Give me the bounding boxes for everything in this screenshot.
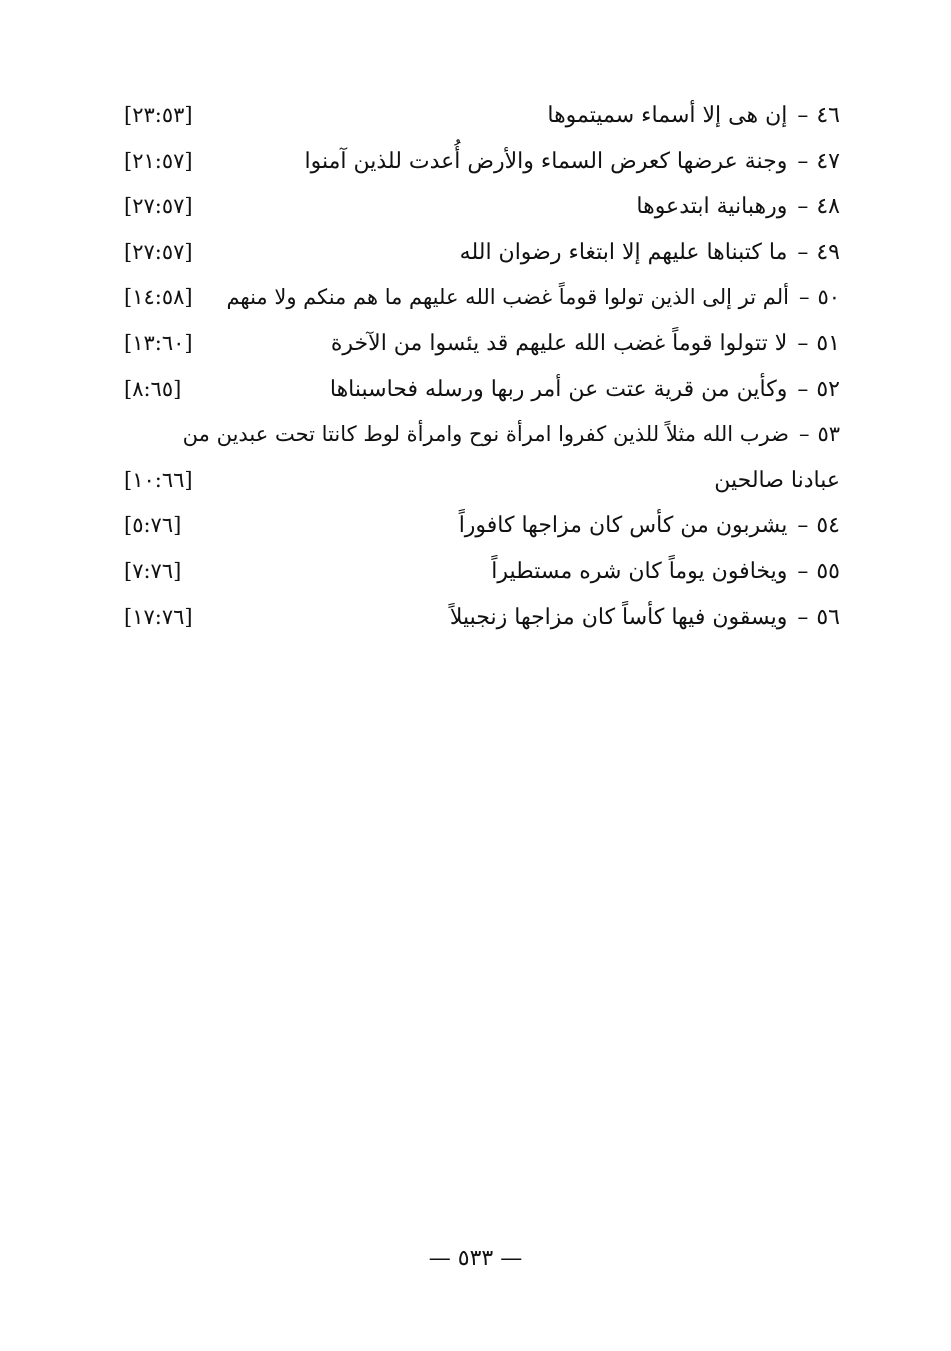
page-number: — ٥٣٣ — <box>428 1246 523 1271</box>
verse-entry <box>122 367 840 413</box>
verse-text: إن هى إلا أسماء سميتموها <box>547 103 788 128</box>
entry-number: ٥٥ <box>816 558 840 584</box>
verse-text: يشربون من كأس كان مزاجها كافوراً <box>458 513 788 539</box>
entry-dash: – <box>797 148 809 174</box>
verse-entry <box>122 184 840 230</box>
entry-dash: – <box>797 604 809 630</box>
entry-dash: – <box>797 194 809 220</box>
entry-dash: – <box>798 285 810 310</box>
verse-entry <box>122 503 840 549</box>
verse-reference: [٢٧:٥٧] <box>124 194 193 219</box>
verse-reference: [٨:٦٥] <box>124 376 182 401</box>
verse-reference: [١٣:٦٠] <box>124 330 193 355</box>
verse-entry <box>122 412 840 458</box>
verse-entry <box>122 321 840 367</box>
verse-text: ويسقون فيها كأساً كان مزاجها زنجبيلاً <box>449 604 788 630</box>
verse-text: وكأين من قرية عتت عن أمر ربها ورسله فحاسبناها <box>329 376 788 402</box>
verse-entry <box>122 275 840 321</box>
verse-entry <box>122 139 840 185</box>
entry-dash: – <box>797 376 809 402</box>
verse-text: ويخافون يوماً كان شره مستطيراً <box>491 558 788 584</box>
verse-entry <box>122 549 840 595</box>
verse-entry <box>122 595 840 641</box>
verse-text: وجنة عرضها كعرض السماء والأرض أُعدت للذين آمنوا <box>304 148 788 174</box>
verse-entry <box>122 93 840 139</box>
entry-number: ٥٤ <box>816 513 840 539</box>
verse-reference: [٧:٧٦] <box>124 558 182 583</box>
entry-number: ٥٦ <box>816 604 840 630</box>
entry-dash: – <box>797 558 809 584</box>
verse-list <box>122 93 840 640</box>
verse-text: ورهبانية ابتدعوها <box>636 194 788 220</box>
entry-number: ٤٨ <box>816 194 840 220</box>
entry-dash: – <box>797 239 809 265</box>
verse-reference: [٢٣:٥٣] <box>124 103 193 127</box>
entry-number: ٥١ <box>816 330 840 356</box>
verse-reference: [١٧:٧٦] <box>124 604 193 629</box>
verse-reference: [١٤:٥٨] <box>124 285 193 310</box>
verse-reference: [٢٧:٥٧] <box>124 239 193 264</box>
entry-dash: – <box>797 330 809 356</box>
verse-text: لا تتولوا قوماً غضب الله عليهم قد يئسوا من الآخرة <box>330 330 788 356</box>
entry-number: ٥٠ <box>817 285 840 310</box>
verse-text: ضرب الله مثلاً للذين كفروا امرأة نوح وامرأة لوط كانتا تحت عبدين من <box>182 422 789 447</box>
entry-dash: – <box>798 422 810 447</box>
verse-entry-continuation <box>122 458 840 504</box>
entry-number: ٤٧ <box>816 148 840 174</box>
entry-number: ٥٢ <box>816 376 840 402</box>
verse-reference: [٥:٧٦] <box>124 513 182 538</box>
entry-number: ٤٦ <box>816 103 840 128</box>
entry-number: ٥٣ <box>817 422 840 447</box>
verse-text-continuation: عبادنا صالحين <box>714 467 840 493</box>
verse-text: ألم تر إلى الذين تولوا قوماً غضب الله عليهم ما هم منكم ولا منهم <box>226 285 789 310</box>
entry-dash: – <box>797 513 809 539</box>
verse-reference: [١٠:٦٦] <box>124 467 193 492</box>
entry-number: ٤٩ <box>816 239 840 265</box>
entry-dash: – <box>797 103 809 128</box>
verse-text: ما كتبناها عليهم إلا ابتغاء رضوان الله <box>459 239 788 265</box>
verse-entry <box>122 230 840 276</box>
verse-reference: [٢١:٥٧] <box>124 148 193 173</box>
